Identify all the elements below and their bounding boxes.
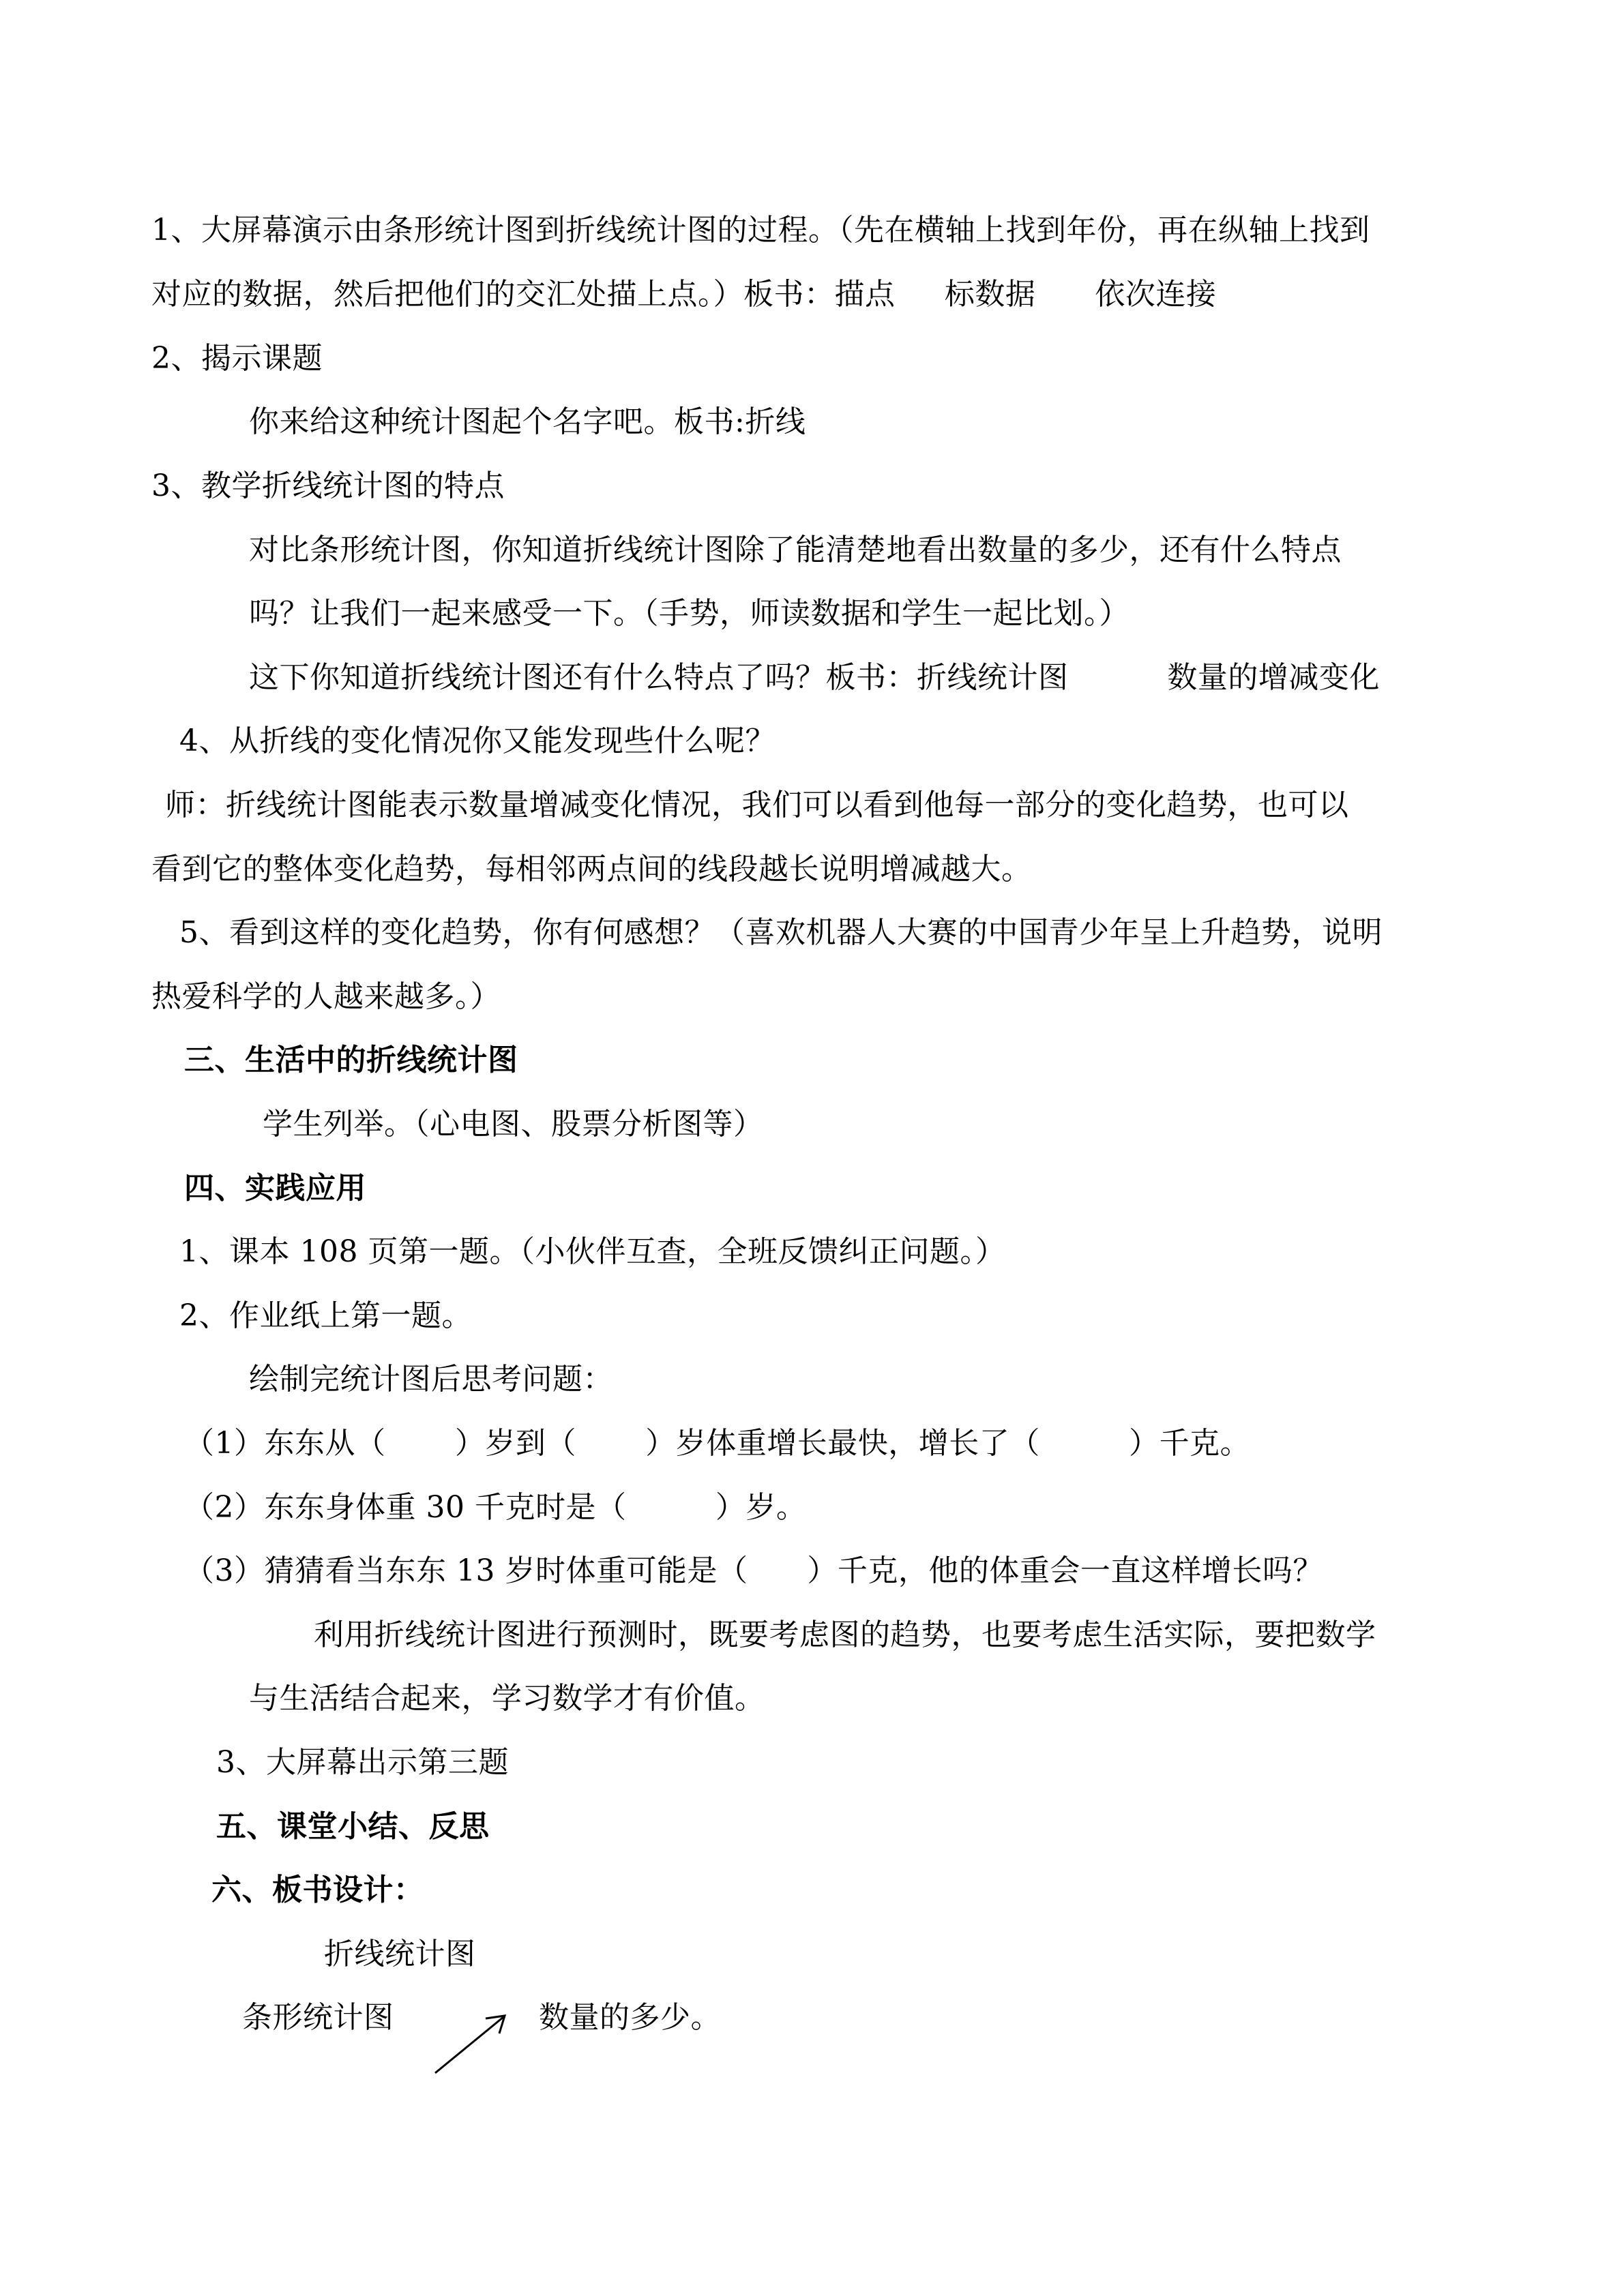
text-line: 利用折线统计图进行预测时，既要考虑图的趋势，也要考虑生活实际，要把数学 — [314, 1617, 1376, 1652]
board-right-item: 数量的多少。 — [539, 2000, 721, 2035]
text-line: 1、大屏幕演示由条形统计图到折线统计图的过程。（先在横轴上找到年份，再在纵轴上找到 — [151, 213, 1370, 248]
question-line: （3）猜猜看当东东 13 岁时体重可能是（ ）千克，他的体重会一直这样增长吗？ — [184, 1553, 1323, 1588]
text-line: 看到它的整体变化趋势，每相邻两点间的线段越长说明增减越大。 — [151, 852, 1032, 886]
text-line: 与生活结合起来，学习数学才有价值。 — [249, 1681, 765, 1716]
text-line: 2、作业纸上第一题。 — [179, 1298, 472, 1333]
text-line: 3、大屏幕出示第三题 — [216, 1745, 509, 1780]
text-line: 2、揭示课题 — [151, 341, 323, 376]
question-line: （2）东东身体重 30 千克时是（ ）岁。 — [184, 1490, 807, 1525]
text-line: 对应的数据，然后把他们的交汇处描上点。）板书：描点 标数据 依次连接 — [151, 277, 1217, 312]
text-line: 4、从折线的变化情况你又能发现些什么呢？ — [179, 724, 776, 758]
section-heading: 三、生活中的折线统计图 — [184, 1043, 518, 1077]
text-line: 学生列举。（心电图、股票分析图等） — [263, 1107, 764, 1142]
text-line: 对比条形统计图，你知道折线统计图除了能清楚地看出数量的多少，还有什么特点 — [249, 533, 1342, 567]
text-line: 热爱科学的人越来越多。） — [151, 979, 501, 1014]
section-heading: 五、课堂小结、反思 — [216, 1809, 490, 1844]
section-heading: 四、实践应用 — [184, 1171, 366, 1206]
text-line: 师：折线统计图能表示数量增减变化情况，我们可以看到他每一部分的变化趋势，也可以 — [165, 788, 1349, 822]
text-line: 你来给这种统计图起个名字吧。板书:折线 — [249, 404, 806, 439]
board-title: 折线统计图 — [324, 1937, 476, 1971]
text-line: 这下你知道折线统计图还有什么特点了吗？板书：折线统计图 数量的增减变化 — [249, 660, 1380, 695]
board-left-item: 条形统计图 — [242, 2000, 394, 2035]
text-line: 绘制完统计图后思考问题： — [249, 1362, 613, 1397]
text-line: 吗？让我们一起来感受一下。（手势，师读数据和学生一起比划。） — [249, 596, 1130, 631]
question-line: （1）东东从（ ）岁到（ ）岁体重增长最快，增长了（ ）千克。 — [184, 1426, 1251, 1461]
section-heading: 六、板书设计： — [211, 1873, 424, 1907]
arrow-icon — [430, 1998, 512, 2080]
text-line: 5、看到这样的变化趋势，你有何感想？（喜欢机器人大赛的中国青少年呈上升趋势，说明 — [179, 915, 1383, 950]
text-line: 1、课本 108 页第一题。（小伙伴互查，全班反馈纠正问题。） — [179, 1234, 1006, 1269]
text-line: 3、教学折线统计图的特点 — [151, 468, 505, 503]
